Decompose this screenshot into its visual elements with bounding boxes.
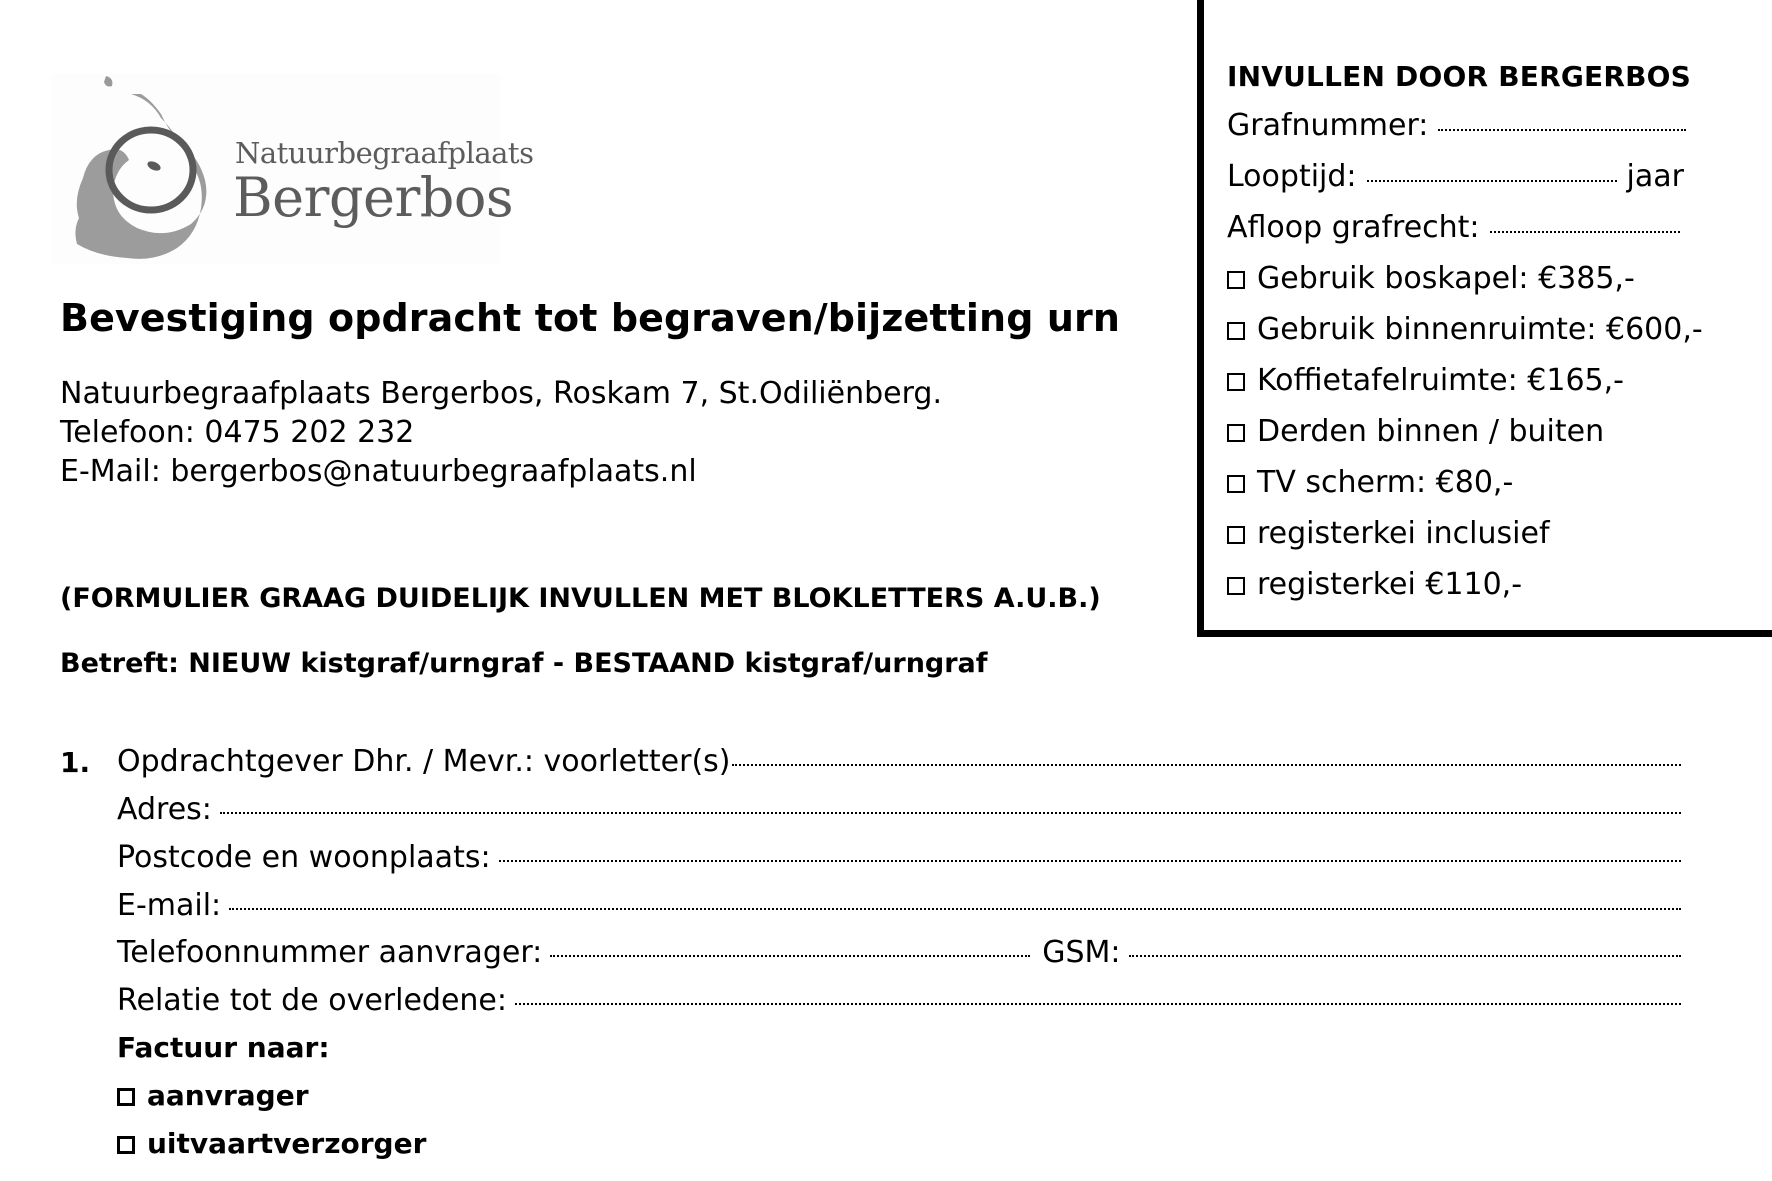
- telefoon-label: Telefoonnummer aanvrager:: [117, 935, 543, 970]
- telefoon-gsm-row: [117, 935, 1681, 970]
- invoice-option-uitvaartverzorger[interactable]: [117, 1127, 426, 1160]
- postcode-woonplaats-field[interactable]: [117, 840, 1681, 875]
- postcode-input[interactable]: [499, 860, 1681, 862]
- adres-label: Adres:: [117, 792, 212, 827]
- section-number: 1.: [60, 746, 91, 779]
- logo-name: Bergerbos: [233, 166, 514, 229]
- grafnummer-input[interactable]: [1438, 129, 1686, 131]
- logo-subtitle: Natuurbegraafplaats: [235, 136, 534, 170]
- afloop-grafrecht-field[interactable]: [1227, 210, 1680, 245]
- grafnummer-label: Grafnummer:: [1227, 108, 1429, 143]
- checkbox-icon[interactable]: [1227, 424, 1245, 442]
- email-label: E-mail:: [117, 888, 222, 923]
- checkbox-icon[interactable]: [117, 1136, 135, 1154]
- contact-phone: Telefoon: 0475 202 232: [60, 415, 415, 450]
- email-input[interactable]: [229, 908, 1681, 910]
- opdrachtgever-input[interactable]: [732, 764, 1681, 766]
- looptijd-input[interactable]: [1367, 180, 1617, 182]
- option-koffietafelruimte[interactable]: [1227, 363, 1624, 398]
- option-tv-scherm[interactable]: [1227, 465, 1513, 500]
- adres-field[interactable]: [117, 792, 1681, 827]
- opdrachtgever-field[interactable]: [117, 744, 1681, 779]
- checkbox-icon[interactable]: [117, 1088, 135, 1106]
- contact-address: Natuurbegraafplaats Bergerbos, Roskam 7, St.Odiliënberg.: [60, 376, 942, 411]
- office-box-title: INVULLEN DOOR BERGERBOS: [1227, 60, 1692, 93]
- option-label: registerkei €110,-: [1257, 567, 1523, 602]
- checkbox-icon[interactable]: [1227, 526, 1245, 544]
- option-registerkei-110[interactable]: [1227, 567, 1522, 602]
- option-label: TV scherm: €80,-: [1257, 465, 1514, 500]
- postcode-label: Postcode en woonplaats:: [117, 840, 491, 875]
- relatie-input[interactable]: [515, 1003, 1681, 1005]
- checkbox-icon[interactable]: [1227, 322, 1245, 340]
- page-title: Bevestiging opdracht tot begraven/bijzetting urn: [60, 296, 1120, 340]
- checkbox-icon[interactable]: [1227, 475, 1245, 493]
- invoice-option-label: uitvaartverzorger: [147, 1127, 427, 1160]
- gsm-input[interactable]: [1129, 955, 1681, 957]
- afloop-grafrecht-label: Afloop grafrecht:: [1227, 210, 1480, 245]
- betreft-line: Betreft: NIEUW kistgraf/urngraf - BESTAAND kistgraf/urngraf: [60, 648, 988, 679]
- option-derden[interactable]: [1227, 414, 1604, 449]
- factuur-naar-label: Factuur naar:: [117, 1031, 330, 1064]
- adres-input[interactable]: [220, 812, 1681, 814]
- opdrachtgever-label: Opdrachtgever Dhr. / Mevr.: voorletter(s): [117, 744, 731, 779]
- option-registerkei-inclusief[interactable]: [1227, 516, 1550, 551]
- option-boskapel[interactable]: [1227, 261, 1635, 296]
- grafnummer-field[interactable]: [1227, 108, 1686, 143]
- relatie-field[interactable]: [117, 983, 1681, 1018]
- bergerbos-logo: [51, 74, 534, 264]
- looptijd-label: Looptijd:: [1227, 159, 1357, 194]
- contact-email: E-Mail: bergerbos@natuurbegraafplaats.nl: [60, 454, 697, 489]
- invoice-option-label: aanvrager: [147, 1079, 309, 1112]
- email-field[interactable]: [117, 888, 1681, 923]
- telefoon-input[interactable]: [550, 955, 1030, 957]
- option-label: Koffietafelruimte: €165,-: [1257, 363, 1624, 398]
- option-binnenruimte[interactable]: [1227, 312, 1703, 347]
- checkbox-icon[interactable]: [1227, 373, 1245, 391]
- looptijd-field[interactable]: [1227, 159, 1684, 194]
- option-label: Derden binnen / buiten: [1257, 414, 1605, 449]
- invoice-option-aanvrager[interactable]: [117, 1079, 309, 1112]
- checkbox-icon[interactable]: [1227, 271, 1245, 289]
- option-label: Gebruik binnenruimte: €600,-: [1257, 312, 1703, 347]
- afloop-grafrecht-input[interactable]: [1490, 231, 1680, 233]
- instruction-note: (FORMULIER GRAAG DUIDELIJK INVULLEN MET BLOKLETTERS A.U.B.): [60, 583, 1101, 614]
- gsm-label: GSM:: [1042, 935, 1121, 970]
- checkbox-icon[interactable]: [1227, 577, 1245, 595]
- relatie-label: Relatie tot de overledene:: [117, 983, 507, 1018]
- looptijd-suffix: jaar: [1626, 159, 1684, 194]
- option-label: registerkei inclusief: [1257, 516, 1550, 551]
- option-label: Gebruik boskapel: €385,-: [1257, 261, 1635, 296]
